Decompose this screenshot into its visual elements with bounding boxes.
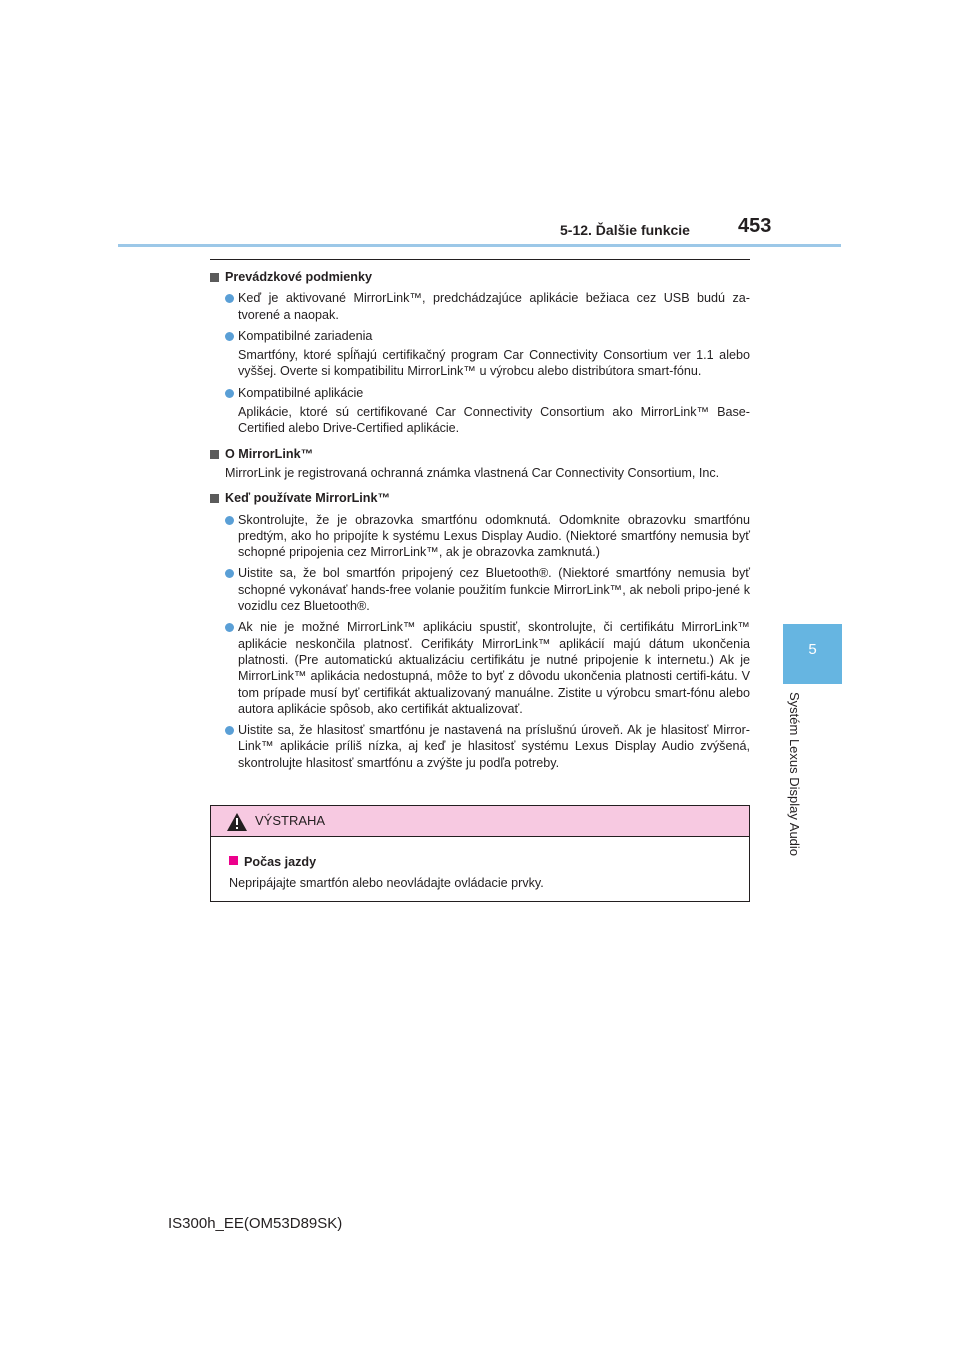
round-bullet-icon: [225, 389, 234, 398]
header-rule: [118, 244, 841, 247]
section-heading: O MirrorLink™: [210, 446, 750, 462]
page-number: 453: [738, 215, 772, 237]
round-bullet-icon: [225, 569, 234, 578]
bullet-item: Keď je aktivované MirrorLink™, predchádzajúce aplikácie bežiaca cez USB budú za-tvorené a naopak.: [210, 290, 750, 323]
warning-text: Nepripájajte smartfón alebo neovládajte ovládacie prvky.: [229, 876, 544, 890]
round-bullet-icon: [225, 332, 234, 341]
section-title: 5-12. Ďalšie funkcie: [560, 222, 690, 238]
square-bullet-icon: [229, 856, 238, 865]
warning-heading: Počas jazdy: [229, 852, 749, 873]
bullet-item: Uistite sa, že hlasitosť smartfónu je nastavená na príslušnú úroveň. Ak je hlasitosť Mirror-Link™ aplikácie príliš nízka, aj keď je hlasitosť systému Lexus Display Audio zvýšená, skontrolujte hlasitosť smartfónu a zvýšte ju podľa potreby.: [210, 722, 750, 771]
square-bullet-icon: [210, 450, 219, 459]
chapter-tab: 5: [783, 624, 842, 684]
warning-body: [211, 837, 749, 894]
document-code: IS300h_EE(OM53D89SK): [168, 1215, 343, 1232]
square-bullet-icon: [210, 273, 219, 282]
round-bullet-icon: [225, 623, 234, 632]
round-bullet-icon: [225, 294, 234, 303]
square-bullet-icon: [210, 494, 219, 503]
bullet-item: Uistite sa, že bol smartfón pripojený cez Bluetooth®. (Niektoré smartfóny nemusia byť schopné vykonávať hands-free volanie použitím funkcie MirrorLink™, ak neboli pripo-jené k vozidlu cez Bluetooth®.: [210, 565, 750, 614]
warning-box: [210, 805, 750, 902]
warning-title: VÝSTRAHA: [255, 813, 326, 828]
bullet-item: Kompatibilné zariadenia: [210, 328, 750, 344]
paragraph: MirrorLink je registrovaná ochranná známka vlastnená Car Connectivity Consortium, Inc.: [225, 465, 720, 480]
section-heading: Prevádzkové podmienky: [210, 269, 750, 285]
chapter-label: Systém Lexus Display Audio: [787, 692, 802, 857]
section-heading: Keď používate MirrorLink™: [210, 490, 750, 506]
bullet-item: Kompatibilné aplikácie: [210, 385, 750, 401]
main-content: [210, 259, 750, 771]
bullet-detail: Aplikácie, ktoré sú certifikované Car Connectivity Consortium ako MirrorLink™ Base-Certified alebo Drive-Certified aplikácie.: [238, 405, 750, 436]
round-bullet-icon: [225, 516, 234, 525]
round-bullet-icon: [225, 726, 234, 735]
bullet-detail: Smartfóny, ktoré spĺňajú certifikačný program Car Connectivity Consortium ver 1.1 alebo vyššej. Overte si kompatibilitu MirrorLink™ u výrobcu alebo distribútora smart-fónu.: [238, 348, 750, 379]
bullet-item: Skontrolujte, že je obrazovka smartfónu odomknutá. Odomknite obrazovku smartfónu predtým, ako ho pripojíte k systému Lexus Display Audio. (Niektoré smartfóny nemusia byť schopné pripojenia cez MirrorLink™, ak je obrazovka zamknutá.): [210, 512, 750, 561]
warning-header: [211, 806, 749, 837]
bullet-item: Ak nie je možné MirrorLink™ aplikáciu spustiť, skontrolujte, či certifikátu MirrorLink™ aplikácie neskončila platnosť. Cerifikáty MirrorLink™ aplikácií majú dátum ukončenia platnosti. (Pre automatickú aktualizáciu certifikátu je nutné pripojenie k internetu.) Ak je MirrorLink™ aplikácia nedostupná, môže to byť z dôvodu ukončenia platnosti certifi-kátu. V tom prípade musí byť certifikát aktualizovaný manuálne. Zistite u výrobcu smart-fónu alebo autora aplikácie spôsob, ako certifikát aktualizovať.: [210, 619, 750, 717]
warning-triangle-icon: [227, 813, 247, 836]
